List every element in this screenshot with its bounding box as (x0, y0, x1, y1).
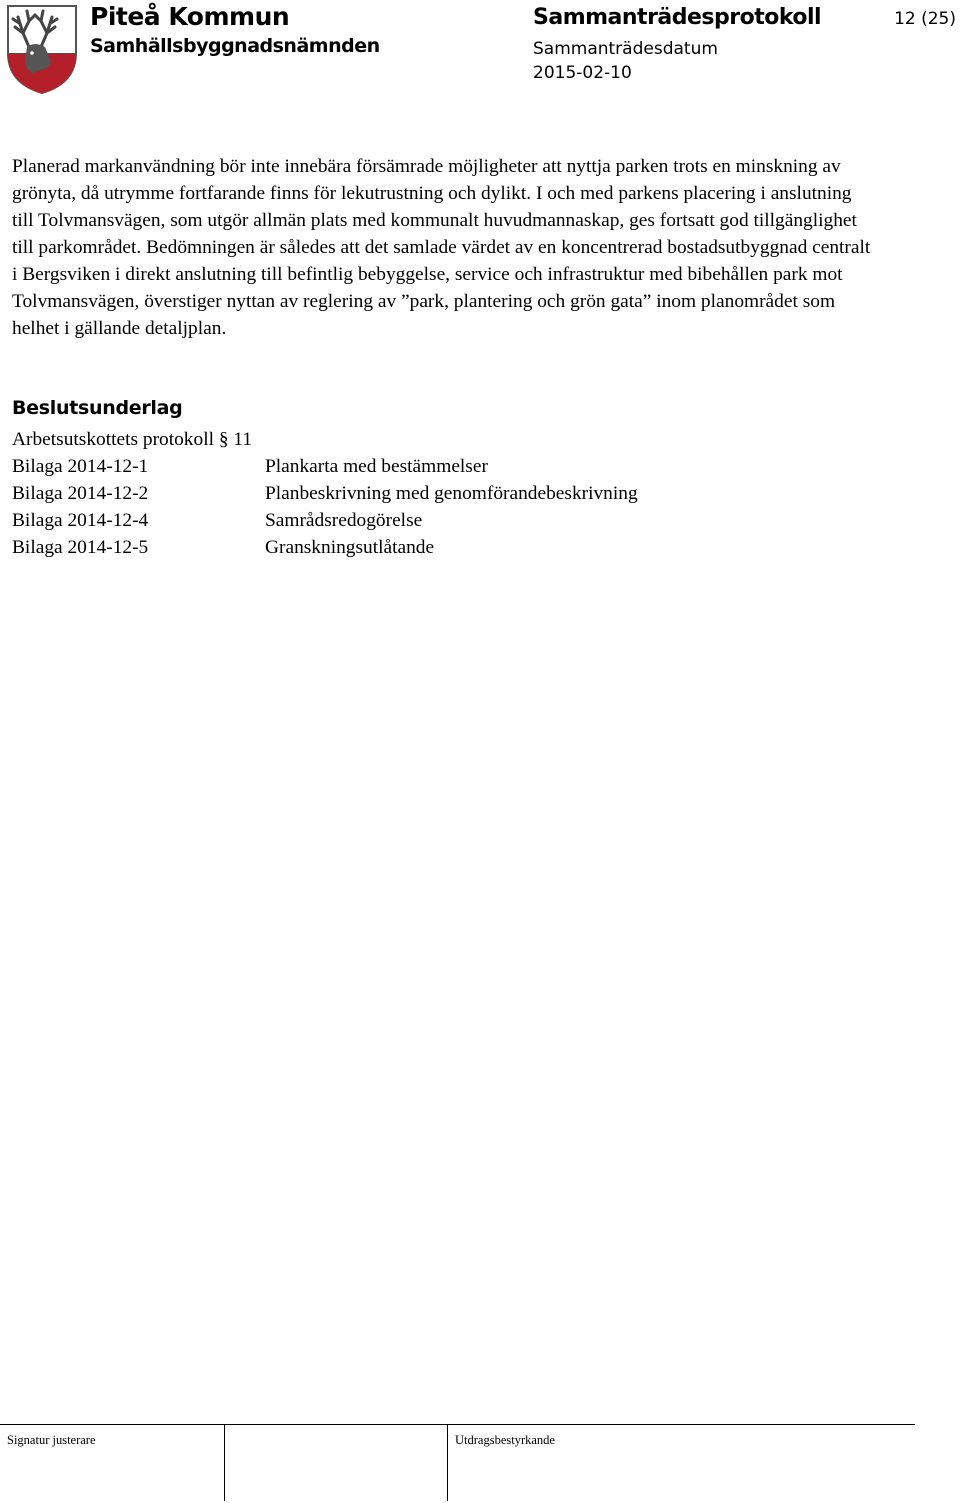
attachment-title: Planbeskrivning med genomförandebeskrivning (265, 483, 638, 504)
page-number: 12 (25) (894, 9, 956, 29)
meeting-date-label: Sammanträdesdatum (533, 39, 718, 59)
attachment-title: Granskningsutlåtande (265, 537, 435, 558)
meeting-date-value: 2015-02-10 (533, 63, 632, 83)
reindeer-coat-of-arms-icon (5, 3, 79, 95)
document-title: Sammanträdesprotokoll (533, 5, 822, 30)
attachment-id: Bilaga 2014-12-5 (12, 537, 149, 558)
attachment-list (12, 453, 772, 561)
signature-cell (0, 1425, 224, 1501)
attachment-title: Samrådsredogörelse (265, 510, 423, 531)
attachment-row (12, 480, 772, 507)
body-paragraph: Planerad markanvändning bör inte innebära försämrade möjligheter att nyttja parken trots en minskning av grönyta, då utrymme fortfarande finns för lekutrustning och dylikt. I och med parkens placering i anslutning till Tolvmansvägen, som utgör allmän plats med kommunalt huvudmannaskap, ges fortsatt god tillgänglighet till parkområdet. Bedömningen är således att det samlade värdet av en koncentrerad bostadsutbyggnad centralt i Bergsviken i direkt anslutning till befintlig bebyggelse, service och infrastruktur med bibehållen park mot Tolvmansvägen, överstiger nyttan av reglering av ”park, plantering och grön gata” inom planområdet som helhet i gällande detaljplan. (12, 156, 871, 339)
extract-certification-cell (447, 1425, 916, 1501)
signature-blank-cell (224, 1425, 448, 1501)
attachment-row (12, 507, 772, 534)
committee-name: Samhällsbyggnadsnämnden (90, 35, 380, 57)
extract-certification-label: Utdragsbestyrkande (455, 1433, 555, 1447)
section-heading-beslutsunderlag: Beslutsunderlag (12, 397, 183, 419)
signature-label: Signatur justerare (7, 1433, 96, 1447)
attachment-id: Bilaga 2014-12-2 (12, 483, 149, 504)
organization-name: Piteå Kommun (90, 2, 290, 31)
attachment-title: Plankarta med bestämmelser (265, 456, 488, 477)
attachment-row (12, 453, 772, 480)
attachment-id: Bilaga 2014-12-4 (12, 510, 149, 531)
attachment-row (12, 534, 772, 561)
attachment-id: Bilaga 2014-12-1 (12, 456, 149, 477)
signature-footer (0, 1424, 915, 1501)
protocol-reference: Arbetsutskottets protokoll § 11 (12, 429, 253, 450)
